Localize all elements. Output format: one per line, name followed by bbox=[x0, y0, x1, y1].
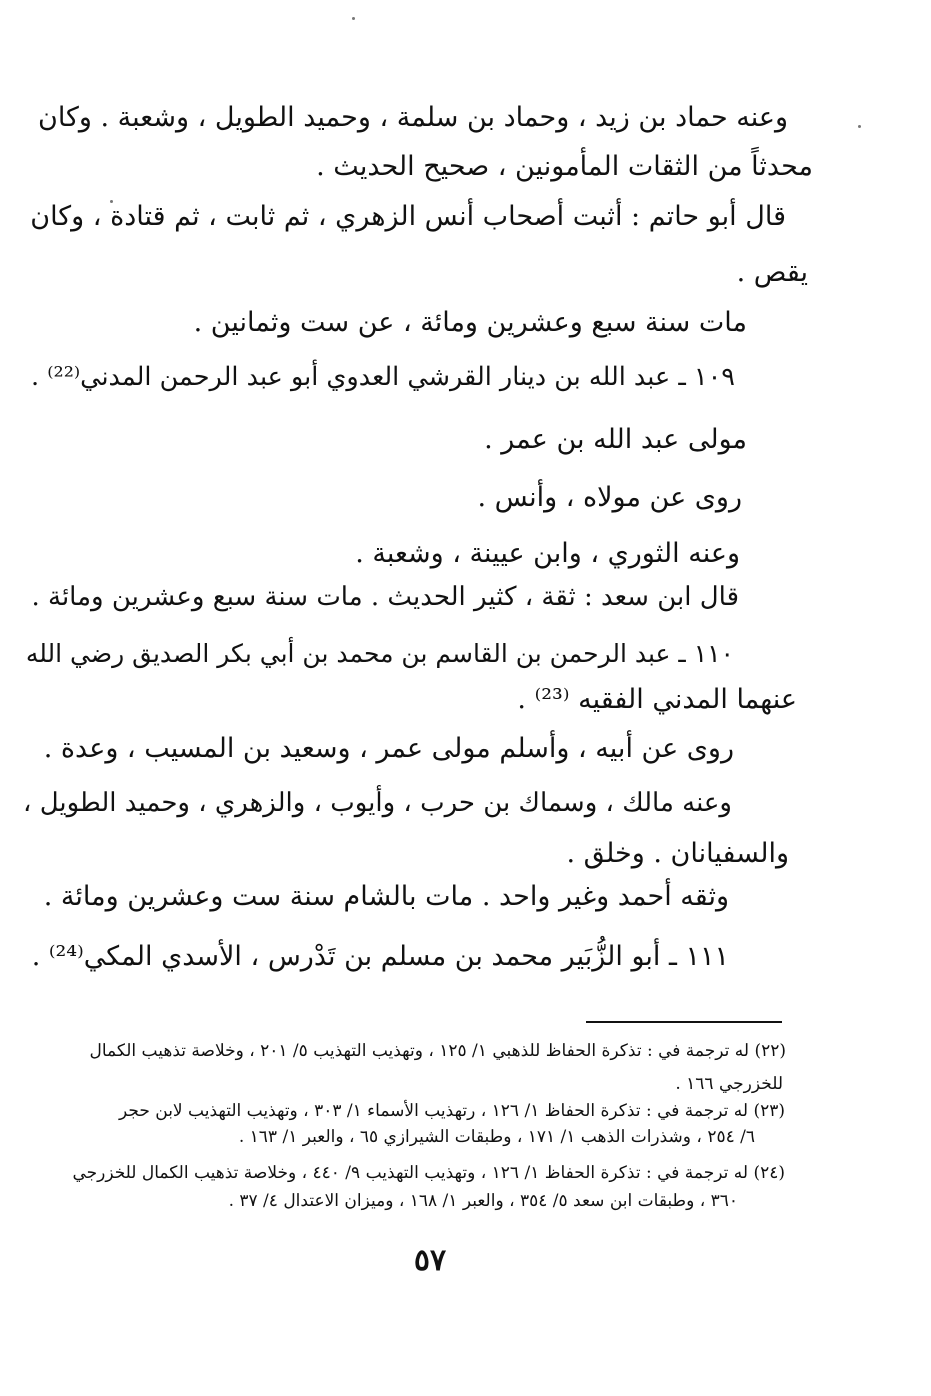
body-line: وعنه مالك ، وسماك بن حرب ، وأيوب ، والزهري ، وحميد الطويل ، bbox=[23, 788, 732, 818]
body-line: وثقه أحمد وغير واحد . مات بالشام سنة ست وعشرين ومائة . bbox=[43, 881, 729, 912]
body-line: قال أبو حاتم : أثبت أصحاب أنس الزهري ، ثم ثابت ، ثم قتادة ، وكان bbox=[30, 201, 786, 232]
body-line: مولى عبد الله بن عمر . bbox=[484, 424, 747, 455]
footnote-line: للخزرجي ١٦٦ . bbox=[675, 1074, 783, 1094]
body-line: عنهما المدني الفقيه ⁽²³⁾ . bbox=[517, 684, 797, 715]
body-line: روى عن أبيه ، وأسلم مولى عمر ، وسعيد بن المسيب ، وعدة . bbox=[43, 733, 734, 764]
entry-111-heading: ١١١ ـ أبو الزُّبَير محمد بن مسلم بن تَدْرس ، الأسدي المكي⁽²⁴⁾ . bbox=[31, 941, 729, 972]
footnote-line: (٢٣) له ترجمة في : تذكرة الحفاظ ١/ ١٢٦ ، رتهذيب الأسماء ١/ ٣٠٣ ، وتهذيب التهذيب لابن حجر bbox=[118, 1101, 785, 1121]
body-line: يقص . bbox=[736, 257, 808, 288]
footnote-line: ٦/ ٢٥٤ ، وشذرات الذهب ١/ ١٧١ ، وطبقات الشيرازي ٦٥ ، والعبر ١/ ١٦٣ . bbox=[238, 1127, 755, 1147]
body-line: وعنه حماد بن زيد ، وحماد بن سلمة ، وحميد الطويل ، وشعبة . وكان bbox=[37, 102, 788, 133]
footnote-line: (٢٤) له ترجمة في : تذكرة الحفاظ ١/ ١٢٦ ، وتهذيب التهذيب ٩/ ٤٤٠ ، وخلاصة تذهيب الكمال للخزرجي bbox=[72, 1163, 785, 1183]
page-number: ٥٧ bbox=[413, 1243, 447, 1278]
body-line: قال ابن سعد : ثقة ، كثير الحديث . مات سنة سبع وعشرين ومائة . bbox=[31, 582, 739, 612]
entry-110-heading: ١١٠ ـ عبد الرحمن بن القاسم بن محمد بن أبي بكر الصديق رضي الله bbox=[25, 639, 734, 668]
scan-speck bbox=[858, 125, 861, 128]
footnote-separator bbox=[586, 1021, 782, 1023]
body-line: مات سنة سبع وعشرين ومائة ، عن ست وثمانين . bbox=[193, 307, 747, 338]
entry-109-heading: ١٠٩ ـ عبد الله بن دينار القرشي العدوي أبو عبد الرحمن المدني⁽²²⁾ . bbox=[30, 362, 735, 392]
footnote-line: ٣٦٠ ، وطبقات ابن سعد ٥/ ٣٥٤ ، والعبر ١/ ١٦٨ ، وميزان الاعتدال ٤/ ٣٧ . bbox=[228, 1191, 738, 1211]
body-line: وعنه الثوري ، وابن عيينة ، وشعبة . bbox=[355, 538, 740, 569]
footnote-line: (٢٢) له ترجمة في : تذكرة الحفاظ للذهبي ١/ ١٢٥ ، وتهذيب التهذيب ٥/ ٢٠١ ، وخلاصة تذهيب الكمال bbox=[89, 1041, 786, 1061]
body-line: محدثاً من الثقات المأمونين ، صحيح الحديث . bbox=[316, 151, 813, 182]
body-line: والسفيانان . وخلق . bbox=[566, 838, 789, 869]
scan-speck bbox=[352, 17, 355, 20]
body-line: روى عن مولاه ، وأنس . bbox=[477, 482, 742, 513]
